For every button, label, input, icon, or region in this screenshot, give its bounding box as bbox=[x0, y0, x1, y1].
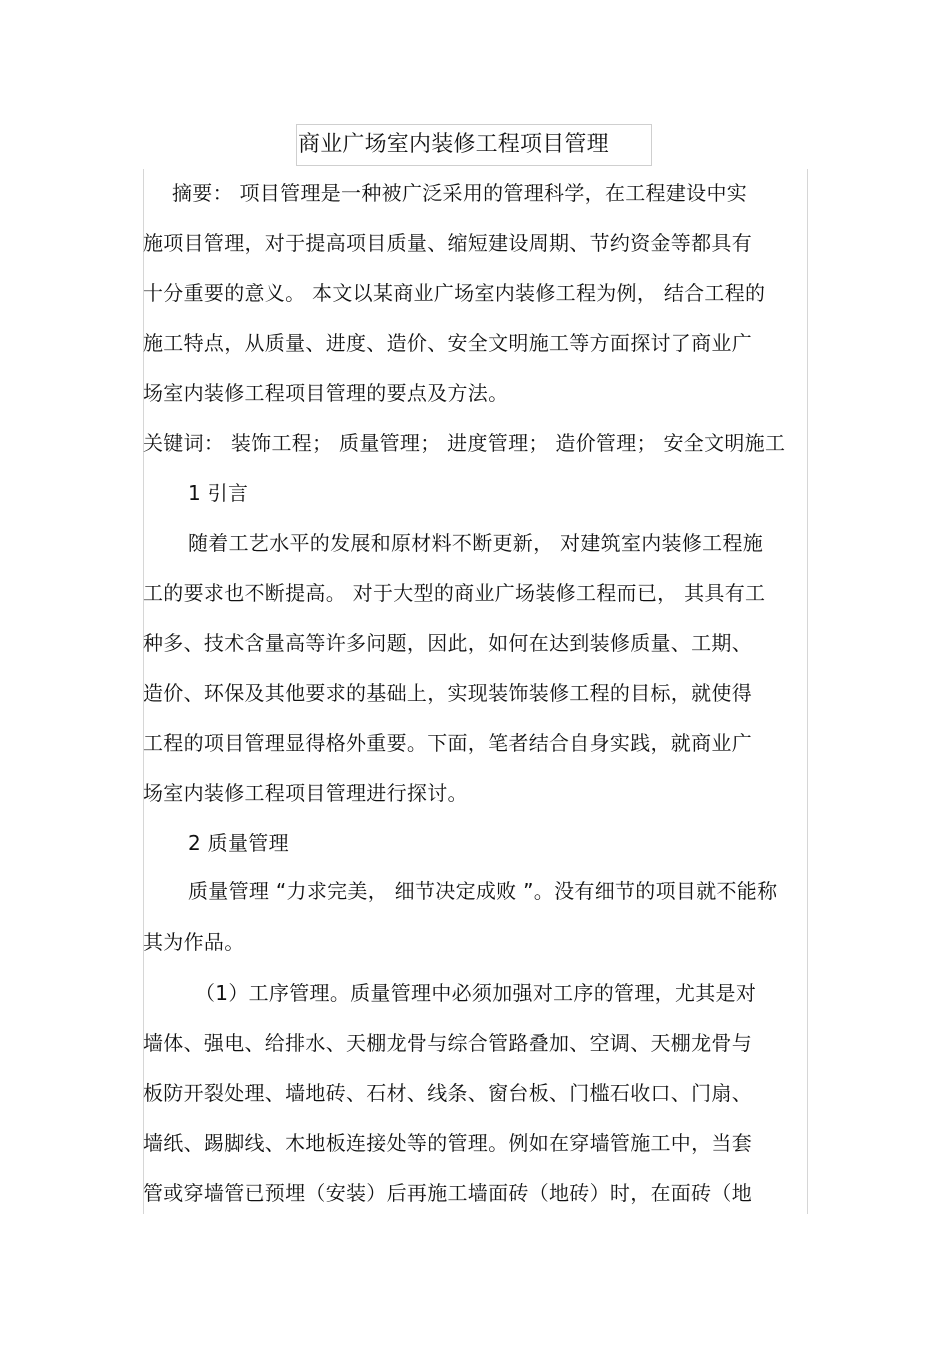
paragraph-line: 管或穿墙管已预埋（安装）后再施工墙面砖（地砖）时，在面砖（地 bbox=[143, 1181, 752, 1205]
abstract-line: 场室内装修工程项目管理的要点及方法。 bbox=[143, 381, 509, 405]
paragraph-line: （1）工序管理。质量管理中必须加强对工序的管理，尤其是对 bbox=[195, 981, 757, 1005]
keywords-line: 关键词： 装饰工程； 质量管理； 进度管理； 造价管理； 安全文明施工 bbox=[143, 431, 786, 455]
paragraph-line: 其为作品。 bbox=[143, 930, 245, 954]
paragraph-line: 墙纸、踢脚线、木地板连接处等的管理。例如在穿墙管施工中，当套 bbox=[143, 1131, 752, 1155]
abstract-line: 施工特点，从质量、进度、造价、安全文明施工等方面探讨了商业广 bbox=[143, 331, 752, 355]
abstract-line: 施项目管理，对于提高项目质量、缩短建设周期、节约资金等都具有 bbox=[143, 231, 752, 255]
abstract-line: 摘要： 项目管理是一种被广泛采用的管理科学，在工程建设中实 bbox=[172, 181, 748, 205]
paragraph-line: 场室内装修工程项目管理进行探讨。 bbox=[143, 781, 468, 805]
paragraph-line: 造价、环保及其他要求的基础上，实现装饰装修工程的目标，就使得 bbox=[143, 681, 752, 705]
section-heading: 2 质量管理 bbox=[188, 831, 289, 855]
document-title: 商业广场室内装修工程项目管理 bbox=[298, 132, 609, 157]
paragraph-line: 种多、技术含量高等许多问题，因此，如何在达到装修质量、工期、 bbox=[143, 631, 752, 655]
paragraph-line: 工的要求也不断提高。 对于大型的商业广场装修工程而已， 其具有工 bbox=[143, 581, 766, 605]
paragraph-line: 质量管理 “力求完美， 细节决定成败 ”。没有细节的项目就不能称 bbox=[188, 879, 778, 903]
paragraph-line: 工程的项目管理显得格外重要。下面，笔者结合自身实践，就商业广 bbox=[143, 731, 752, 755]
abstract-line: 十分重要的意义。 本文以某商业广场室内装修工程为例， 结合工程的 bbox=[143, 281, 766, 305]
paragraph-line: 板防开裂处理、墙地砖、石材、线条、窗台板、门槛石收口、门扇、 bbox=[143, 1081, 752, 1105]
paragraph-line: 随着工艺水平的发展和原材料不断更新， 对建筑室内装修工程施 bbox=[188, 531, 764, 555]
section-heading: 1 引言 bbox=[188, 481, 249, 505]
paragraph-line: 墙体、强电、给排水、天棚龙骨与综合管路叠加、空调、天棚龙骨与 bbox=[143, 1031, 752, 1055]
